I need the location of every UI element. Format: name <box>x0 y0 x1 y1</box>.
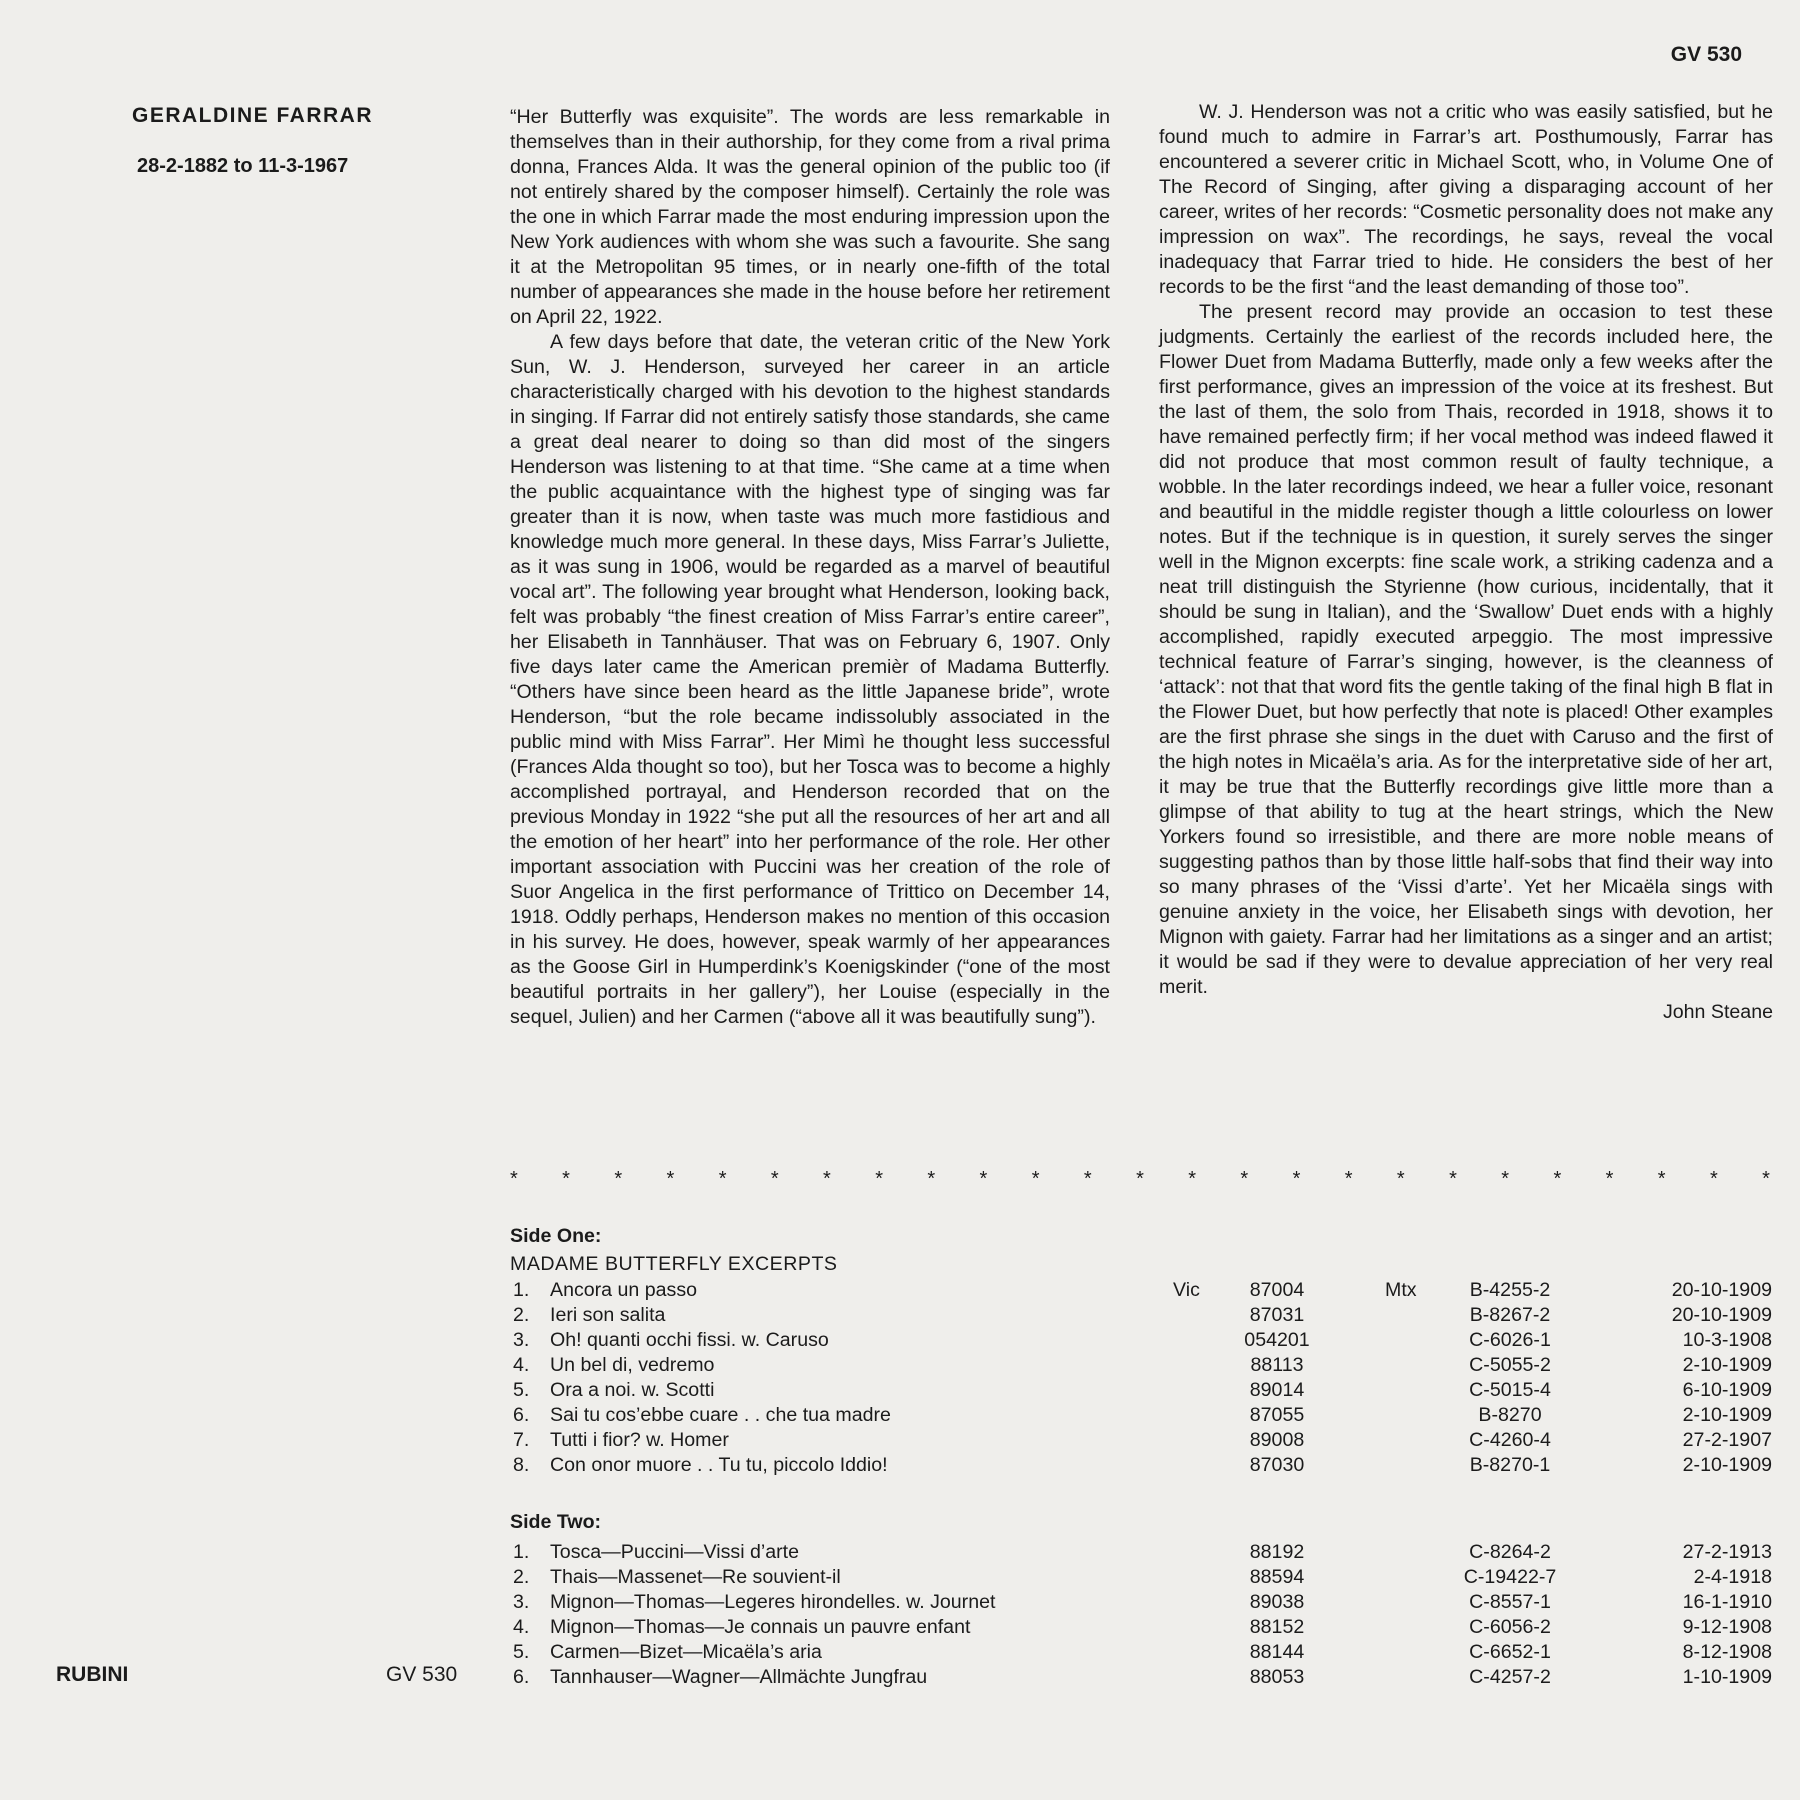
track-catalog-number: 88053 <box>1249 1666 1305 1688</box>
track-recording-date: 2-10-1909 <box>1682 1404 1772 1426</box>
divider-asterisk: * <box>1344 1168 1353 1190</box>
track-title: Tosca—Puccini—Vissi d’arte <box>550 1541 800 1563</box>
divider-asterisk: * <box>510 1168 518 1190</box>
track-recording-date: 6-10-1909 <box>1682 1379 1772 1401</box>
author-signature: John Steane <box>1662 1001 1773 1023</box>
track-number: 5. <box>513 1379 530 1401</box>
track-recording-date: 20-10-1909 <box>1671 1304 1772 1326</box>
divider-asterisk: * <box>1031 1168 1040 1190</box>
track-recording-date: 27-2-1913 <box>1682 1541 1772 1563</box>
track-title: Ancora un passo <box>550 1279 698 1301</box>
track-catalog-number: 89008 <box>1249 1429 1305 1451</box>
track-matrix-number: C-6652-1 <box>1469 1641 1551 1663</box>
divider-asterisk: * <box>562 1168 570 1190</box>
track-row <box>510 1328 1772 1353</box>
track-recording-date: 8-12-1908 <box>1682 1641 1772 1663</box>
track-number: 6. <box>513 1404 530 1426</box>
track-catalog-number: 87031 <box>1249 1304 1305 1326</box>
track-recording-date: 27-2-1907 <box>1682 1429 1772 1451</box>
track-title: Mignon—Thomas—Je connais un pauvre enfant <box>550 1616 971 1638</box>
matrix-prefix: Mtx <box>1385 1279 1417 1301</box>
divider-asterisk: * <box>1709 1168 1718 1190</box>
divider-asterisk: * <box>1657 1168 1666 1190</box>
divider-asterisk: * <box>1292 1168 1301 1190</box>
track-number: 2. <box>513 1304 530 1326</box>
track-matrix-number: C-19422-7 <box>1463 1566 1557 1588</box>
track-catalog-number: 88594 <box>1249 1566 1305 1588</box>
track-number: 1. <box>513 1541 530 1563</box>
record-label: RUBINI <box>56 1663 129 1686</box>
label-prefix: Vic <box>1173 1279 1200 1301</box>
track-row <box>510 1303 1772 1328</box>
track-catalog-number: 87030 <box>1249 1454 1305 1476</box>
track-catalog-number: 054201 <box>1244 1329 1310 1351</box>
divider-asterisk: * <box>666 1168 675 1190</box>
track-row <box>510 1453 1772 1478</box>
track-catalog-number: 87055 <box>1249 1404 1305 1426</box>
side-two-heading: Side Two: <box>510 1511 602 1533</box>
track-title: Con onor muore . . Tu tu, piccolo Iddio! <box>550 1454 888 1476</box>
track-title: Thais—Massenet—Re souvient-il <box>550 1566 841 1588</box>
side-two-tracks <box>510 1540 1772 1690</box>
divider-asterisk: * <box>823 1168 831 1190</box>
divider-asterisk: * <box>1501 1168 1510 1190</box>
track-recording-date: 16-1-1910 <box>1682 1591 1772 1613</box>
track-matrix-number: C-4260-4 <box>1469 1429 1551 1451</box>
track-row <box>510 1540 1772 1565</box>
divider-asterisk: * <box>1136 1168 1144 1190</box>
catalog-number-bottom: GV 530 <box>386 1663 458 1686</box>
track-listing <box>510 1222 1772 1690</box>
divider-asterisk: * <box>1605 1168 1614 1190</box>
track-recording-date: 9-12-1908 <box>1682 1616 1772 1638</box>
catalog-number-top: GV 530 <box>1670 43 1742 66</box>
track-recording-date: 20-10-1909 <box>1671 1279 1772 1301</box>
track-title: Tutti i fior? w. Homer <box>550 1429 729 1451</box>
track-matrix-number: C-8264-2 <box>1469 1541 1551 1563</box>
track-number: 2. <box>513 1566 530 1588</box>
divider-asterisk: * <box>1396 1168 1405 1190</box>
side-one-heading: Side One: <box>510 1225 602 1247</box>
track-catalog-number: 88144 <box>1249 1641 1305 1663</box>
notes-paragraph: W. J. Henderson was not a critic who was easily satisfied, but he found much to admire in Farrar’s art. Posthumously, Farrar has encountered a severer critic in Michael Scott, who, in Volume One of The Record of Singing, after giving a disparaging account of her career, writes of her records: “Cosmetic personality does not make any impression on wax”. The recordings, he says, reveal the vocal inadequacy that Farrar tried to hide. He considers the best of her records to be the first “and the least demanding of those too”. <box>1159 101 1773 298</box>
divider-asterisk: * <box>718 1168 727 1190</box>
track-number: 4. <box>513 1354 530 1376</box>
track-catalog-number: 88192 <box>1249 1541 1305 1563</box>
track-title: Ieri son salita <box>550 1304 666 1326</box>
track-title: Mignon—Thomas—Legeres hirondelles. w. Journet <box>550 1591 996 1613</box>
divider-asterisk: * <box>1240 1168 1249 1190</box>
track-matrix-number: B-8270-1 <box>1469 1454 1551 1476</box>
track-number: 1. <box>513 1279 530 1301</box>
track-matrix-number: C-5055-2 <box>1469 1354 1551 1376</box>
side-one-tracks <box>510 1278 1772 1478</box>
track-title: Sai tu cos’ebbe cuare . . che tua madre <box>550 1404 891 1426</box>
divider-asterisk: * <box>1188 1168 1197 1190</box>
track-catalog-number: 87004 <box>1249 1279 1305 1301</box>
track-number: 6. <box>513 1666 530 1688</box>
track-row <box>510 1428 1772 1453</box>
track-number: 4. <box>513 1616 530 1638</box>
track-row <box>510 1278 1772 1303</box>
asterisk-divider <box>510 1168 1770 1191</box>
notes-paragraph: The present record may provide an occasion to test these judgments. Certainly the earliest of the records included here, the Flower Duet from Madama Butterfly, made only a few weeks after the first performance, gives an impression of the voice at its freshest. But the last of them, the solo from Thais, recorded in 1918, shows it to have remained perfectly firm; if her vocal method was indeed flawed it did not produce that most common result of faulty technique, a wobble. In the later recordings indeed, we hear a fuller voice, resonant and beautiful in the middle register though a little colourless on lower notes. But if the technique is in question, it surely serves the singer well in the Mignon excerpts: fine scale work, a striking cadenza and a neat trill distinguish the Styrienne (how curious, incidentally, that it should be sung in Italian), and the ‘Swallow’ Duet ends with a highly accomplished, rapidly executed arpeggio. The most impressive technical feature of Farrar’s singing, however, is the cleanness of ‘attack’: not that that word fits the gentle taking of the final high B flat in the Flower Duet, but how perfectly that note is placed! Other examples are the first phrase she sings in the duet with Caruso and the first of the high notes in Micaëla’s aria. As for the interpretative side of her art, it may be true that the Butterfly recordings give little more than a glimpse of that ability to tug at the heart strings, which the New Yorkers found so irresistible, and there are more noble means of suggesting pathos than by those little half-sobs that find their way into so many phrases of the ‘Vissi d’arte’. Yet her Micaëla sings with genuine anxiety in the voice, her Elisabeth sings with devotion, her Mignon with gaiety. Farrar had her limitations as a singer and an artist; it would be sad if they were to devalue appreciation of her very real merit. <box>1159 301 1773 998</box>
divider-asterisk: * <box>614 1168 623 1190</box>
notes-paragraph: “Her Butterfly was exquisite”. The words are less remarkable in themselves than in their authorship, for they come from a rival prima donna, Frances Alda. It was the general opinion of the public too (if not entirely shared by the composer himself). Certainly the role was the one in which Farrar made the most enduring impression upon the New York audiences with whom she was such a favourite. She sang it at the Metropolitan 95 times, or in nearly one-fifth of the total number of appearances she made in the house before her retirement on April 22, 1922. <box>510 106 1110 328</box>
track-row <box>510 1378 1772 1403</box>
track-row <box>510 1353 1772 1378</box>
divider-asterisk: * <box>979 1168 988 1190</box>
artist-name: GERALDINE FARRAR <box>132 104 374 127</box>
artist-dates: 28-2-1882 to 11-3-1967 <box>137 155 349 177</box>
divider-asterisk: * <box>1083 1168 1092 1190</box>
liner-notes-column-right <box>1159 100 1773 1025</box>
track-row <box>510 1565 1772 1590</box>
track-number: 5. <box>513 1641 530 1663</box>
track-title: Un bel di, vedremo <box>550 1354 715 1376</box>
track-matrix-number: C-5015-4 <box>1469 1379 1551 1401</box>
section-title: MADAME BUTTERFLY EXCERPTS <box>510 1253 838 1275</box>
track-matrix-number: B-8270 <box>1478 1404 1542 1426</box>
track-number: 3. <box>513 1591 530 1613</box>
track-row <box>510 1403 1772 1428</box>
divider-asterisk: * <box>875 1168 883 1190</box>
divider-asterisk: * <box>927 1168 936 1190</box>
track-number: 8. <box>513 1454 530 1476</box>
track-recording-date: 10-3-1908 <box>1682 1329 1772 1351</box>
divider-asterisk: * <box>1449 1168 1457 1190</box>
track-recording-date: 2-10-1909 <box>1682 1454 1772 1476</box>
track-title: Carmen—Bizet—Micaëla’s aria <box>550 1641 822 1663</box>
track-matrix-number: B-4255-2 <box>1469 1279 1551 1301</box>
track-recording-date: 2-10-1909 <box>1682 1354 1772 1376</box>
track-catalog-number: 88113 <box>1250 1354 1304 1376</box>
track-number: 7. <box>513 1429 530 1451</box>
track-recording-date: 1-10-1909 <box>1682 1666 1772 1688</box>
track-title: Ora a noi. w. Scotti <box>550 1379 715 1401</box>
track-row <box>510 1640 1772 1665</box>
track-row <box>510 1615 1772 1640</box>
track-number: 3. <box>513 1329 530 1351</box>
divider-asterisk: * <box>770 1168 779 1190</box>
liner-notes-column-middle <box>510 105 1110 1030</box>
track-matrix-number: C-6056-2 <box>1469 1616 1551 1638</box>
track-row <box>510 1590 1772 1615</box>
track-recording-date: 2-4-1918 <box>1693 1566 1772 1588</box>
divider-asterisk: * <box>1553 1168 1562 1190</box>
divider-asterisk: * <box>1762 1168 1770 1190</box>
notes-paragraph: A few days before that date, the veteran critic of the New York Sun, W. J. Henderson, surveyed her career in an article characteristically charged with his devotion to the highest standards in singing. If Farrar did not entirely satisfy those standards, she came a great deal nearer to doing so than did most of the singers Henderson was listening to at that time. “She came at a time when the public acquaintance with the highest type of singing was far greater than it is now, when taste was much more fastidious and knowledge much more general. In these days, Miss Farrar’s Juliette, as it was sung in 1906, would be regarded as a marvel of beautiful vocal art”. The following year brought what Henderson, looking back, felt was probably “the finest creation of Miss Farrar’s entire career”, her Elisabeth in Tannhäuser. That was on February 6, 1907. Only five days later came the American premièr of Madama Butterfly. “Others have since been heard as the little Japanese bride”, wrote Henderson, “but the role became indissolubly associated in the public mind with Miss Farrar”. Her Mimì he thought less successful (Frances Alda thought so too), but her Tosca was to become a highly accomplished portrayal, and Henderson recorded that on the previous Monday in 1922 “she put all the resources of her art and all the emotion of her heart” into her performance of the role. Her other important association with Puccini was her creation of the role of Suor Angelica in the first performance of Trittico on December 14, 1918. Oddly perhaps, Henderson makes no mention of this occasion in his survey. He does, however, speak warmly of her appearances as the Goose Girl in Humperdink’s Koenigskinder (“one of the most beautiful portraits in her gallery”), her Louise (especially in the sequel, Julien) and her Carmen (“above all it was beautifully sung”). <box>510 331 1110 1028</box>
track-catalog-number: 88152 <box>1249 1616 1305 1638</box>
track-matrix-number: C-6026-1 <box>1469 1329 1551 1351</box>
track-catalog-number: 89038 <box>1249 1591 1305 1613</box>
track-catalog-number: 89014 <box>1249 1379 1305 1401</box>
track-title: Tannhauser—Wagner—Allmächte Jungfrau <box>550 1666 928 1688</box>
track-matrix-number: B-8267-2 <box>1469 1304 1551 1326</box>
track-matrix-number: C-4257-2 <box>1469 1666 1551 1688</box>
track-matrix-number: C-8557-1 <box>1469 1591 1551 1613</box>
track-title: Oh! quanti occhi fissi. w. Caruso <box>550 1329 829 1351</box>
track-row <box>510 1665 1772 1690</box>
